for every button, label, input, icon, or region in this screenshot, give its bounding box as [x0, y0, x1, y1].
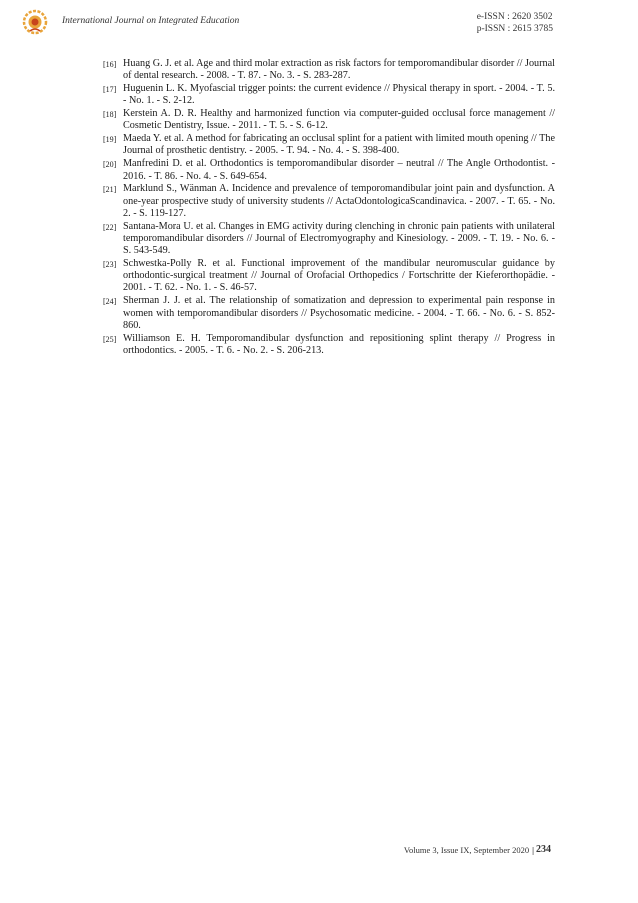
reference-number: [22] — [103, 222, 117, 232]
reference-number: [16] — [103, 60, 117, 69]
reference-number: [25] — [103, 334, 117, 344]
reference-list — [103, 58, 555, 358]
reference-text: Williamson E. H. Temporomandibular dysfunction and repositioning splint therapy // Progress in orthodontics. - 2005. - T. 6. - No. 2. - S. 206-213. — [123, 332, 555, 356]
reference-item — [103, 58, 555, 82]
reference-text: Schwestka-Polly R. et al. Functional improvement of the mandibular neuromuscular guidance by orthodontic-surgical treatment // Journal of Orofacial Orthopedics / Fortschritte der Kieferorthopädie. - 2001. - T. 62. - No. 1. - S. 46-57. — [123, 258, 555, 294]
reference-number: [23] — [103, 260, 117, 270]
pissn: p-ISSN : 2615 3785 — [476, 24, 553, 34]
reference-number: [17] — [103, 85, 117, 95]
reference-text: Huang G. J. et al. Age and third molar extraction as risk factors for temporomandibular disorder // Journal of dental research. - 2008. - T. 87. - No. 3. - S. 283-287. — [123, 58, 555, 82]
issn-block — [477, 11, 553, 35]
journal-title: International Journal on Integrated Education — [62, 16, 240, 26]
reference-number: [18] — [103, 110, 117, 120]
reference-number: [21] — [103, 185, 117, 195]
reference-item — [103, 133, 555, 157]
reference-number: [24] — [103, 297, 117, 307]
reference-item — [103, 221, 555, 258]
reference-text: Maeda Y. et al. A method for fabricating an occlusal splint for a patient with limited mouth opening // The Journal of prosthetic dentistry. - 2005. - T. 94. - No. 4. - S. 398-400. — [123, 133, 555, 157]
reference-item — [103, 83, 555, 107]
reference-text: Manfredini D. et al. Orthodontics is temporomandibular disorder – neutral // The Angle Orthodontist. - 2016. - T. 86. - No. 4. - S. 649-654. — [123, 158, 555, 182]
volume-info: Volume 3, Issue IX, September 2020 — [403, 844, 530, 855]
reference-item — [103, 295, 555, 332]
reference-text: Huguenin L. K. Myofascial trigger points: the current evidence // Physical therapy in sport. - 2004. - T. 5. - No. 1. - S. 2-12. — [123, 83, 555, 107]
page-number: 234 — [536, 844, 551, 855]
reference-item — [103, 183, 555, 220]
reference-item — [103, 333, 555, 357]
reference-item — [103, 108, 555, 132]
reference-item — [103, 158, 555, 182]
reference-item — [103, 258, 555, 295]
reference-text: Marklund S., Wänman A. Incidence and prevalence of temporomandibular joint pain and dysfunction. A one-year prospective study of university students // ActaOdontologicaScandinavica. - 2007. - T. 65. - No. 2. - S. 119-127. — [123, 183, 555, 219]
reference-text: Sherman J. J. et al. The relationship of somatization and depression to experimental pain response in women with temporomandibular disorders // Psychosomatic medicine. - 2004. - T. 66. - No. 6. - S. 852-860. — [123, 295, 555, 331]
page-footer — [404, 844, 551, 855]
reference-text: Santana-Mora U. et al. Changes in EMG activity during clenching in chronic pain patients with unilateral temporomandibular disorders // Journal of Electromyography and Kinesiology. - 2009. - T. 19. - No. 6. - S. 543-549. — [123, 220, 555, 257]
reference-text: Kerstein A. D. R. Healthy and harmonized function via computer-guided occlusal force management // Cosmetic Dentistry, Issue. - 2011. - T. 5. - S. 6-12. — [123, 108, 555, 132]
eissn: e-ISSN : 2620 3502 — [476, 12, 553, 22]
journal-logo-icon — [22, 9, 48, 35]
page-header — [0, 0, 638, 50]
footer-separator: | — [532, 844, 534, 855]
reference-number: [19] — [103, 135, 117, 145]
reference-number: [20] — [103, 160, 117, 170]
